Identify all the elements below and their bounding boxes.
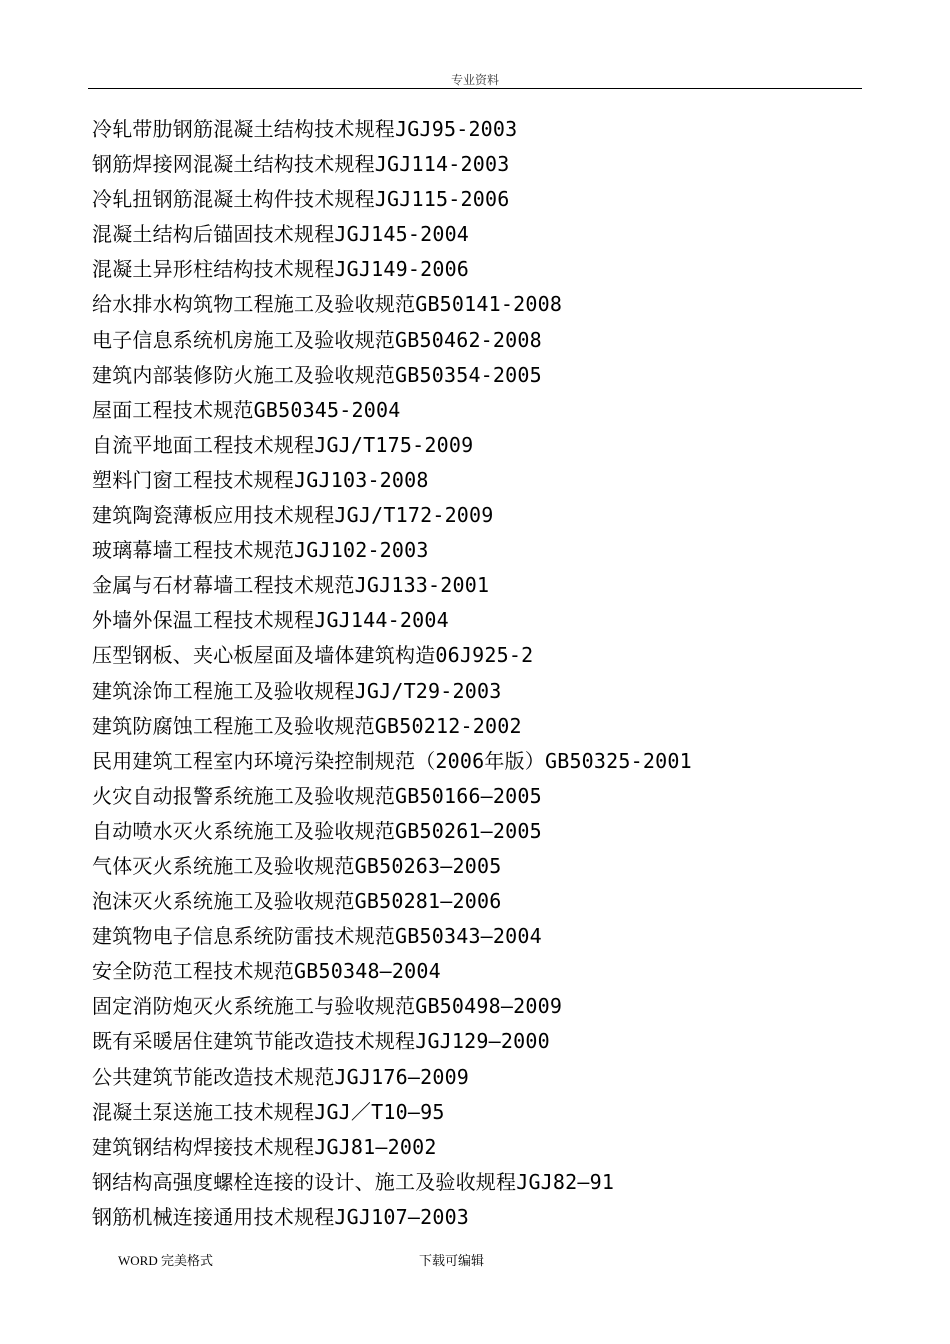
list-item: 混凝土异形柱结构技术规程JGJ149-2006 [92, 257, 470, 282]
list-item: 塑料门窗工程技术规程JGJ103-2008 [92, 467, 429, 492]
list-item: 建筑钢结构焊接技术规程JGJ81—2002 [92, 1134, 437, 1159]
list-item: 玻璃幕墙工程技术规范JGJ102-2003 [92, 538, 429, 563]
header-divider [88, 88, 862, 89]
list-item: 电子信息系统机房施工及验收规范GB50462-2008 [92, 327, 542, 352]
list-item: 建筑物电子信息系统防雷技术规范GB50343—2004 [92, 924, 542, 949]
page-header-label: 专业资料 [450, 73, 499, 87]
list-item: 给水排水构筑物工程施工及验收规范GB50141-2008 [92, 292, 563, 317]
list-item: 民用建筑工程室内环境污染控制规范（2006年版）GB50325-2001 [92, 748, 692, 773]
list-item: 钢筋机械连接通用技术规程JGJ107—2003 [92, 1204, 470, 1229]
list-item: 气体灭火系统施工及验收规范GB50263—2005 [92, 853, 502, 878]
list-item: 建筑防腐蚀工程施工及验收规范GB50212-2002 [92, 713, 522, 738]
list-item: 自流平地面工程技术规程JGJ/T175-2009 [92, 432, 474, 457]
list-item: 既有采暖居住建筑节能改造技术规程JGJ129—2000 [92, 1029, 550, 1054]
standards-list [92, 112, 692, 1235]
footer-format-label: WORD 完美格式 [118, 1253, 213, 1268]
list-item: 冷轧扭钢筋混凝土构件技术规程JGJ115-2006 [92, 187, 510, 212]
list-item: 建筑陶瓷薄板应用技术规程JGJ/T172-2009 [92, 503, 494, 528]
list-item: 固定消防炮灭火系统施工与验收规范GB50498—2009 [92, 994, 563, 1019]
list-item: 火灾自动报警系统施工及验收规范GB50166—2005 [92, 783, 542, 808]
list-item: 安全防范工程技术规范GB50348—2004 [92, 959, 441, 984]
list-item: 外墙外保温工程技术规程JGJ144-2004 [92, 608, 449, 633]
list-item: 冷轧带肋钢筋混凝土结构技术规程JGJ95-2003 [92, 117, 518, 141]
list-item: 金属与石材幕墙工程技术规范JGJ133-2001 [92, 573, 490, 598]
list-item: 混凝土泵送施工技术规程JGJ／T10—95 [92, 1099, 445, 1124]
list-item: 钢筋焊接网混凝土结构技术规程JGJ114-2003 [92, 152, 510, 177]
list-item: 自动喷水灭火系统施工及验收规范GB50261—2005 [92, 818, 542, 843]
list-item: 公共建筑节能改造技术规范JGJ176—2009 [92, 1064, 470, 1089]
list-item: 泡沫灭火系统施工及验收规范GB50281—2006 [92, 889, 502, 914]
list-item: 压型钢板、夹心板屋面及墙体建筑构造06J925-2 [92, 643, 534, 668]
list-item: 建筑内部装修防火施工及验收规范GB50354-2005 [92, 362, 542, 387]
list-item: 建筑涂饰工程施工及验收规程JGJ/T29-2003 [92, 678, 502, 703]
list-item: 钢结构高强度螺栓连接的设计、施工及验收规程JGJ82—91 [92, 1169, 615, 1194]
footer-download-label: 下载可编辑 [419, 1253, 485, 1268]
list-item: 屋面工程技术规范GB50345-2004 [92, 397, 401, 422]
list-item: 混凝土结构后锚固技术规程JGJ145-2004 [92, 222, 470, 247]
